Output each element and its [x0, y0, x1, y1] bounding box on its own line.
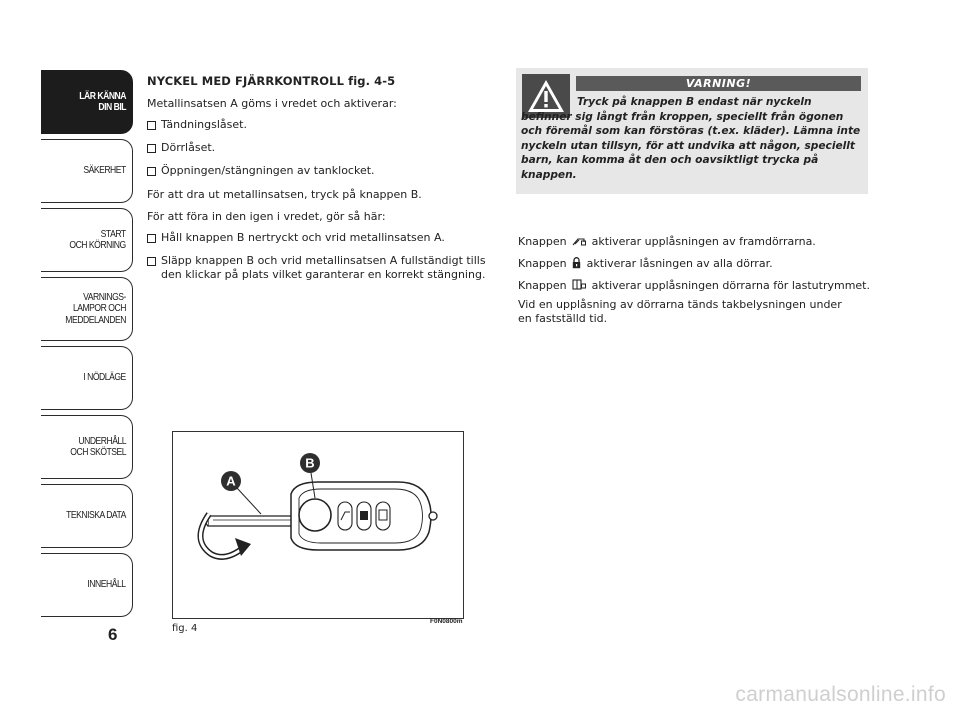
tab-label: LÄR KÄNNA DIN BIL	[79, 89, 126, 113]
list-item: Släpp knappen B och vrid metallinsatsen A fullständigt tills den klickar på plats vilket garanterar en korrekt stängning.	[147, 252, 502, 282]
paragraph: Knappen aktiverar upplåsningen dörrarna för lastutrymmet.	[518, 279, 870, 292]
checkbox-bullet-icon	[147, 162, 161, 182]
list-item: Öppningen/stängningen av tanklocket.	[147, 162, 502, 182]
tab-lar-kanna-din-bil[interactable]	[41, 70, 133, 134]
list-item: Håll knappen B nertryckt och vrid metallinsatsen A.	[147, 229, 502, 249]
checkbox-bullet-icon	[147, 252, 161, 282]
tab-start-och-korning[interactable]	[41, 208, 133, 272]
unlock-front-doors-icon	[572, 236, 586, 247]
tab-label: START OCH KÖRNING	[69, 227, 126, 251]
tab-i-nodlage[interactable]	[41, 346, 133, 410]
checkbox-bullet-icon	[147, 139, 161, 159]
list-item: Dörrlåset.	[147, 139, 502, 159]
section-heading: NYCKEL MED FJÄRRKONTROLL fig. 4-5	[147, 74, 396, 88]
watermark: carmanualsonline.info	[735, 683, 946, 706]
right-column	[518, 232, 878, 329]
paragraph: Knappen aktiverar låsningen av alla dörrar.	[518, 257, 773, 270]
paragraph: För att föra in den igen i vredet, gör så här:	[147, 210, 386, 223]
paragraph: Knappen aktiverar upplåsningen av framdörrarna.	[518, 235, 816, 248]
list-item: Tändningslåset.	[147, 116, 502, 136]
tab-label: VARNINGS- LAMPOR OCH MEDDELANDEN	[65, 290, 126, 326]
page-number: 6	[108, 625, 118, 644]
unlock-cargo-doors-icon	[572, 279, 586, 291]
lock-icon	[572, 257, 581, 269]
tab-innehall[interactable]	[41, 553, 133, 617]
paragraph: För att dra ut metallinsatsen, tryck på knappen B.	[147, 188, 422, 201]
paragraph: Vid en upplåsning av dörrarna tänds takbelysningen under en fastställd tid.	[518, 298, 842, 325]
intro-paragraph: Metallinsatsen A göms i vredet och aktiverar:	[147, 97, 397, 110]
checkbox-bullet-icon	[147, 229, 161, 249]
figure-code: F0N0800m	[430, 618, 463, 625]
tab-label: I NÖDLÄGE	[83, 371, 126, 384]
tab-tekniska-data[interactable]	[41, 484, 133, 548]
warning-text: Tryck på knappen B endast när nyckeln befinner sig långt från kroppen, speciellt från ögonen och föremål som kan förstöras (t.ex. kläder). Lämna inte nyckeln utan tillsyn, för att undvika att någon, speciellt barn, kan komma åt den och oavsiktligt trycka på knappen.	[521, 96, 861, 181]
checkbox-bullet-icon	[147, 116, 161, 136]
tab-varningslampor[interactable]	[41, 277, 133, 341]
label-b: B	[305, 455, 315, 471]
label-a: A	[226, 473, 236, 489]
remote-key-illustration	[173, 432, 463, 618]
tab-sakerhet[interactable]	[41, 139, 133, 203]
figure-caption: fig. 4	[172, 623, 198, 634]
tab-label: UNDERHÅLL OCH SKÖTSEL	[70, 434, 126, 458]
tab-label: TEKNISKA DATA	[66, 509, 126, 522]
tab-label: SÄKERHET	[83, 164, 126, 177]
warning-title: VARNING!	[576, 76, 861, 91]
key-figure	[172, 431, 464, 619]
tab-label: INNEHÅLL	[87, 578, 126, 591]
tab-underhall[interactable]	[41, 415, 133, 479]
left-column	[147, 72, 502, 285]
warning-box	[516, 68, 868, 194]
